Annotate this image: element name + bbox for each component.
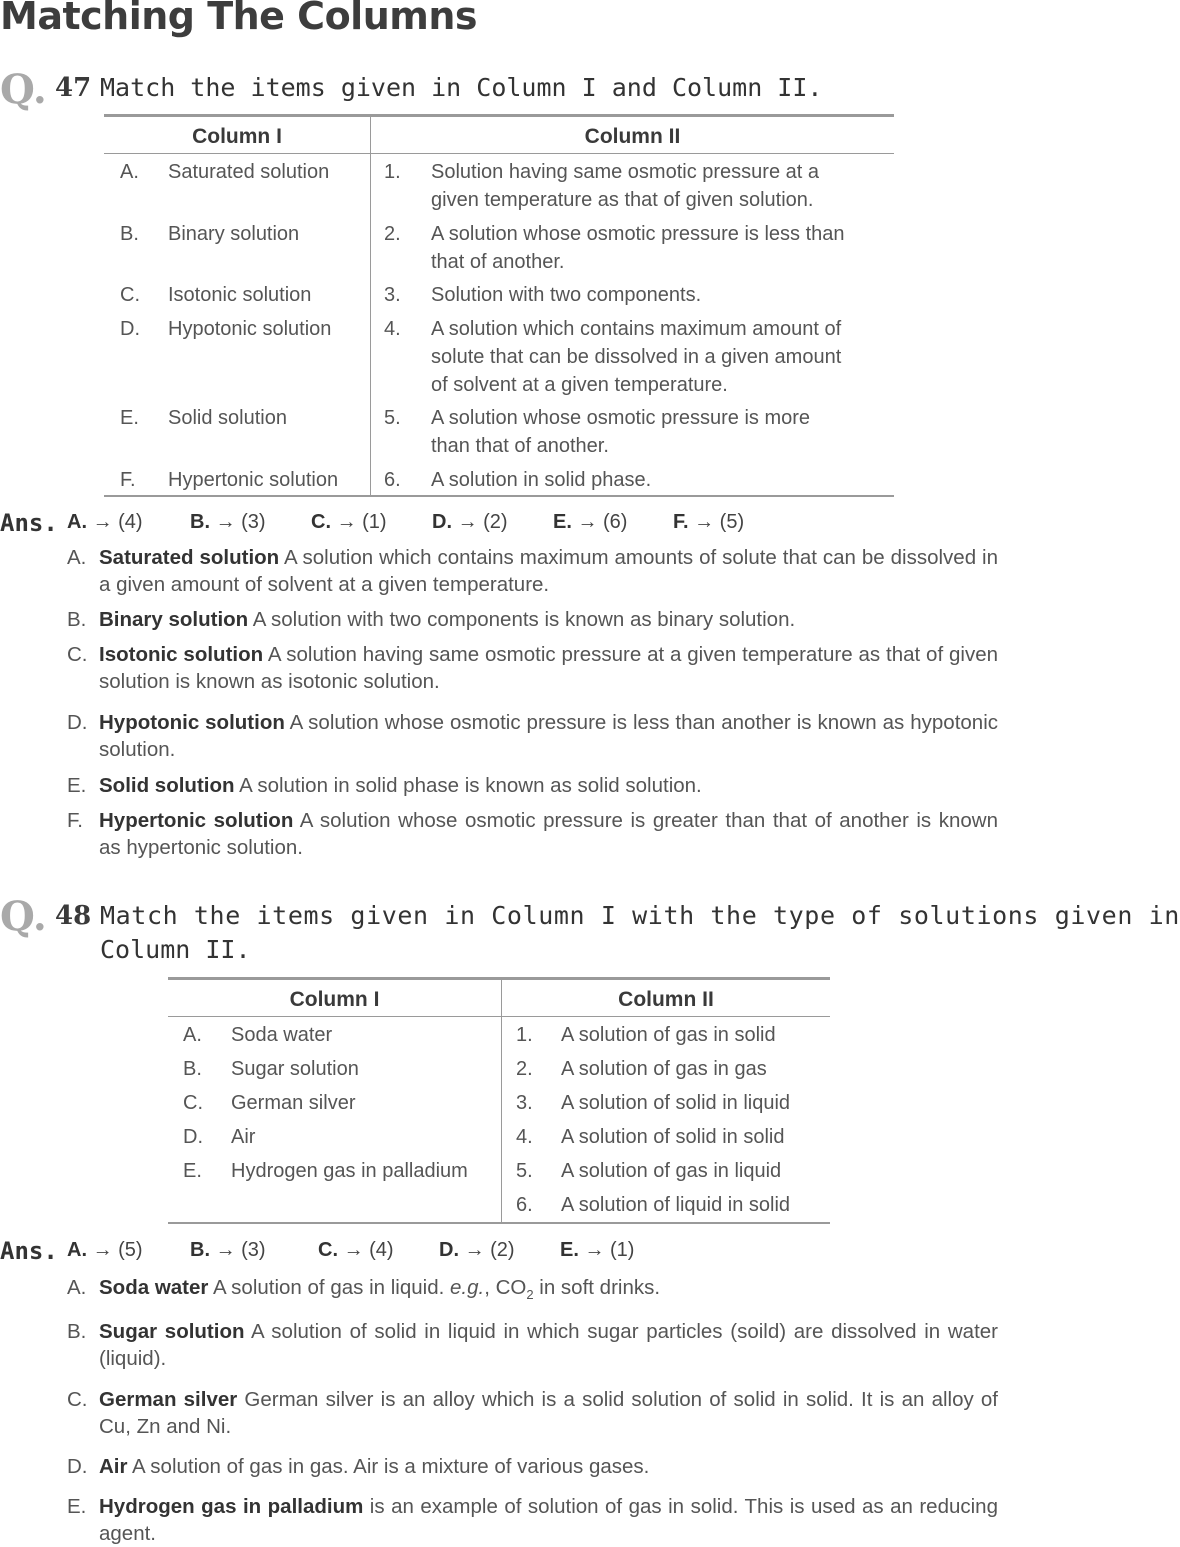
col1-item: Solid solution xyxy=(168,407,287,429)
col2-label: 2. xyxy=(516,1058,533,1080)
col1-label: B. xyxy=(183,1058,202,1080)
col1-label: D. xyxy=(120,318,140,340)
question-marker: Q. xyxy=(0,66,47,113)
question-number: 47 xyxy=(55,73,92,103)
table-bottom-rule xyxy=(168,1222,830,1224)
col2-label: 2. xyxy=(384,223,401,245)
answer-item: B. → (3) xyxy=(190,1239,266,1261)
column-divider xyxy=(501,980,502,1222)
col2-label: 6. xyxy=(384,469,401,491)
col2-label: 6. xyxy=(516,1194,533,1216)
col1-label: D. xyxy=(183,1126,203,1148)
col1-label: F. xyxy=(120,469,136,491)
table-top-rule xyxy=(168,977,830,980)
page-title: Matching The Columns xyxy=(0,0,478,38)
col2-item: A solution which contains maximum amount of solute that can be dissolved in a given amount of solvent at a given temperature. xyxy=(431,318,842,396)
col2-label: 5. xyxy=(516,1160,533,1182)
col1-label: E. xyxy=(183,1160,202,1182)
column-1-header: Column I xyxy=(289,988,380,1011)
col1-label: A. xyxy=(120,161,139,183)
col1-item: German silver xyxy=(231,1092,356,1114)
col1-item: Soda water xyxy=(231,1024,333,1046)
col1-label: A. xyxy=(183,1024,202,1046)
col2-label: 5. xyxy=(384,407,401,429)
explanation-item: A. Saturated solution A solution which contains maximum amounts of solute that can be dissolved in a given amount of solvent at a given temperature. xyxy=(67,546,998,596)
col2-item: Solution having same osmotic pressure at a given temperature as that of given solution. xyxy=(431,161,819,211)
col1-item: Hydrogen gas in palladium xyxy=(231,1160,468,1182)
col2-item: A solution of liquid in solid xyxy=(561,1194,791,1216)
answer-item: A. → (5) xyxy=(67,1239,143,1261)
table-top-rule xyxy=(104,114,894,117)
col2-label: 1. xyxy=(516,1024,533,1046)
match-table-48 xyxy=(168,977,830,1225)
col2-item: A solution of gas in solid xyxy=(561,1024,776,1046)
col2-item: A solution in solid phase. xyxy=(431,469,652,491)
col2-label: 3. xyxy=(516,1092,533,1114)
col2-item: A solution whose osmotic pressure is less than that of another. xyxy=(431,223,845,273)
answer-item: B. → (3) xyxy=(190,511,266,533)
explanation-item: D. Air A solution of gas in gas. Air is a mixture of various gases. xyxy=(67,1455,650,1478)
col1-label: C. xyxy=(183,1092,203,1114)
answer-item: A. → (4) xyxy=(67,511,143,533)
explanation-item: C. Isotonic solution A solution having same osmotic pressure at a given temperature as that of given solution is known as isotonic solution. xyxy=(67,643,999,693)
col1-label: C. xyxy=(120,284,140,306)
question-text: Match the items given in Column I and Column II. xyxy=(100,73,823,102)
column-2-header: Column II xyxy=(618,988,714,1011)
col1-item: Binary solution xyxy=(168,223,300,245)
answer-label: Ans. xyxy=(0,1237,58,1265)
col2-label: 4. xyxy=(384,318,401,340)
answer-label: Ans. xyxy=(0,509,58,537)
explanation-item: E. Hydrogen gas in palladium is an example of solution of gas in solid. This is used as an reducing agent. xyxy=(67,1495,998,1545)
col1-label: E. xyxy=(120,407,139,429)
col2-item: A solution whose osmotic pressure is more than that of another. xyxy=(431,407,811,457)
column-divider xyxy=(370,117,371,495)
col2-item: A solution of solid in solid xyxy=(561,1126,785,1148)
question-number: 48 xyxy=(55,901,92,931)
col1-item: Hypertonic solution xyxy=(168,469,339,491)
question-text: Match the items given in Column I with the type of solutions given in xyxy=(100,901,1180,930)
answer-item: F. → (5) xyxy=(673,511,745,533)
column-1-header: Column I xyxy=(192,125,282,148)
explanation-item: D. Hypotonic solution A solution whose osmotic pressure is less than another is known as hypotonic solution. xyxy=(67,711,998,761)
col1-item: Isotonic solution xyxy=(168,284,312,306)
answer-item: C. → (1) xyxy=(311,511,387,533)
column-2-header: Column II xyxy=(584,125,681,148)
col2-label: 3. xyxy=(384,284,401,306)
col2-item: Solution with two components. xyxy=(431,284,702,306)
explanation-item: B. Binary solution A solution with two components is known as binary solution. xyxy=(67,608,796,631)
col2-label: 4. xyxy=(516,1126,533,1148)
explanation-item: B. Sugar solution A solution of solid in liquid in which sugar particles (soild) are dissolved in water (liquid). xyxy=(67,1320,998,1370)
explanation-item: F. Hypertonic solution A solution whose osmotic pressure is greater than that of another is known as hypertonic solution. xyxy=(67,809,998,859)
question-marker: Q. xyxy=(0,893,47,940)
col1-label: B. xyxy=(120,223,139,245)
explanation-item: E. Solid solution A solution in solid phase is known as solid solution. xyxy=(67,774,702,797)
answer-item: D. → (2) xyxy=(439,1239,515,1261)
answer-item: E. → (6) xyxy=(553,511,628,533)
question-text: Column II. xyxy=(100,935,251,964)
table-bottom-rule xyxy=(104,495,894,497)
explanation-item: A. Soda water A solution of gas in liquid. e.g., $CO_2$ in soft drinks. xyxy=(67,1276,661,1303)
answer-item: C. → (4) xyxy=(318,1239,394,1261)
col2-item: A solution of solid in liquid xyxy=(561,1092,791,1114)
match-table-47 xyxy=(104,114,894,498)
table-header-rule xyxy=(168,1016,830,1017)
col1-item: Hypotonic solution xyxy=(168,318,332,340)
answer-item: E. → (1) xyxy=(560,1239,635,1261)
col2-item: A solution of gas in liquid xyxy=(561,1160,782,1182)
col1-item: Sugar solution xyxy=(231,1058,359,1080)
answer-item: D. → (2) xyxy=(432,511,508,533)
col2-item: A solution of gas in gas xyxy=(561,1058,767,1080)
col2-label: 1. xyxy=(384,161,401,183)
col1-item: Saturated solution xyxy=(168,161,330,183)
explanation-item: C. German silver German silver is an alloy which is a solid solution of solid in solid. It is an alloy of Cu, Zn and Ni. xyxy=(67,1388,998,1438)
col1-item: Air xyxy=(231,1126,256,1148)
table-header-rule xyxy=(104,153,894,154)
